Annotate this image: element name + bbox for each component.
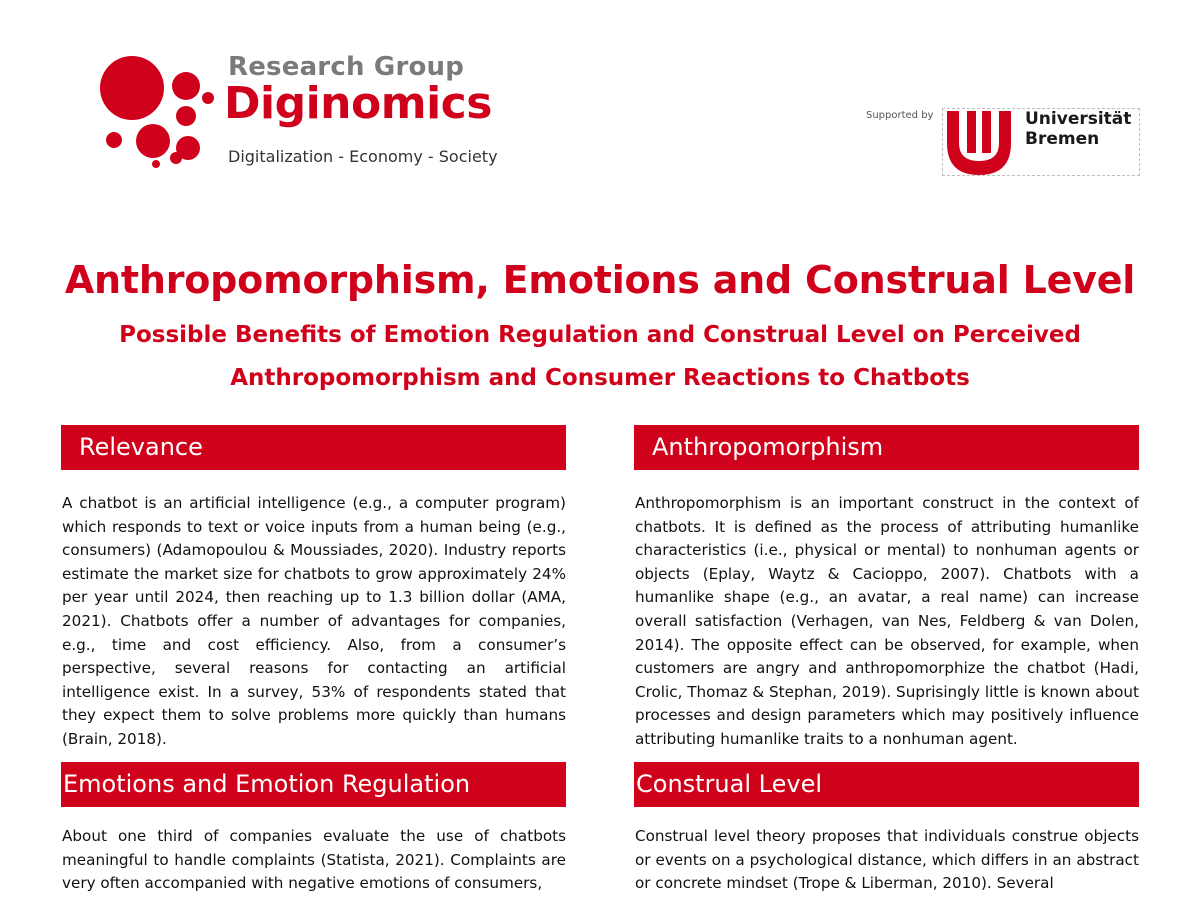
poster-title: Anthropomorphism, Emotions and Construal Level	[64, 258, 1136, 302]
section-text-construal: Construal level theory proposes that individuals construe objects or events on a psychological distance, which differs in an abstract or concrete mindset (Trope & Liberman, 2010). Several	[635, 827, 1139, 893]
supported-by-label: Supported by	[866, 110, 934, 121]
university-bremen-logo	[942, 108, 1140, 176]
section-heading-relevance: Relevance	[61, 425, 566, 470]
university-name-line1: Universität	[1025, 109, 1132, 129]
university-u-icon	[943, 109, 1015, 177]
section-text-emotions: About one third of companies evaluate the use of chatbots meaningful to handle complaints (Statista, 2021). Complaints are very often accompanied with negative emotions of consumers,	[62, 827, 566, 893]
university-name-line2: Bremen	[1025, 129, 1100, 149]
poster-subtitle: Possible Benefits of Emotion Regulation and Construal Level on Perceived Anthropomorphism and Consumer Reactions to Chatbots	[119, 322, 1081, 391]
section-heading-anthropomorphism: Anthropomorphism	[634, 425, 1139, 470]
logo-diginomics: Diginomics	[224, 78, 492, 129]
diginomics-logo	[98, 52, 538, 172]
section-heading-emotions: Emotions and Emotion Regulation	[61, 762, 566, 807]
section-text-anthropomorphism: Anthropomorphism is an important construct in the context of chatbots. It is defined as the process of attributing humanlike characteristics (i.e., physical or mental) to nonhuman agents or objects (Eplay, Waytz & Cacioppo, 2007). Chatbots with a humanlike shape (e.g., an avatar, a real name) can increase overall satisfaction (Verhagen, van Nes, Feldberg & van Dolen, 2014). The opposite effect can be observed, for example, when customers are angry and anthropomorphize the chatbot (Hadi, Crolic, Thomaz & Stephan, 2019). Suprisingly little is known about processes and design parameters which may positively influence attributing humanlike traits to a nonhuman agent.	[635, 494, 1139, 748]
section-heading-construal: Construal Level	[634, 762, 1139, 807]
logo-dots-icon	[98, 52, 228, 172]
logo-research-group: Research Group	[228, 52, 465, 82]
logo-tagline: Digitalization - Economy - Society	[228, 147, 498, 166]
section-text-relevance: A chatbot is an artificial intelligence (e.g., a computer program) which responds to text or voice inputs from a human being (e.g., consumers) (Adamopoulou & Moussiades, 2020). Industry reports estimate the market size for chatbots to grow approximately 24% per year until 2024, then reaching up to 1.3 billion dollar (AMA, 2021). Chatbots offer a number of advantages for companies, e.g., time and cost efficiency. Also, from a consumer’s perspective, several reasons for contacting an artificial intelligence exist. In a survey, 53% of respondents stated that they expect them to solve problems more quickly than humans (Brain, 2018).	[62, 494, 566, 748]
